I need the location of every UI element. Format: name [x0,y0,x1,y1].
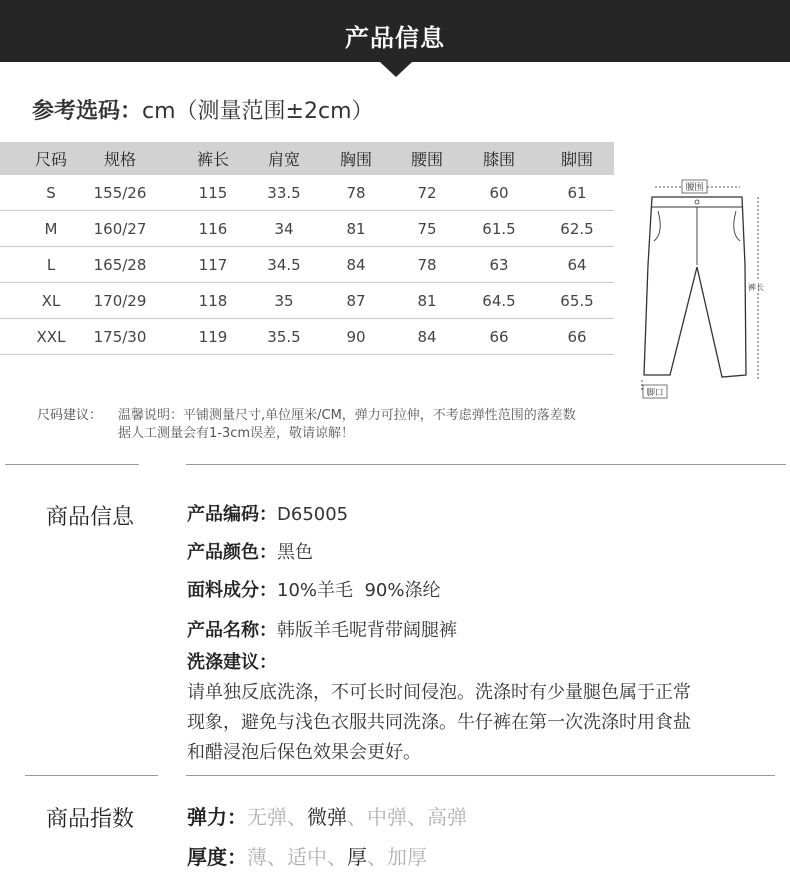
column-header: 裤长 [196,150,229,169]
pants-outline [644,197,746,377]
product-color-label: 产品颜色： [187,542,277,563]
product-color-row [187,538,313,564]
hem-label: 脚口 [646,388,664,398]
elasticity-label: 弹力： [187,805,247,829]
table-cell: 65.5 [560,291,594,310]
waist-label: 腰围 [685,183,704,193]
size-table [0,142,614,355]
thickness-option: 加厚 [387,845,427,869]
product-code-label: 产品编码： [187,504,277,525]
thickness-row [187,841,427,870]
table-cell: 84 [417,327,437,346]
thickness-label: 厚度： [187,845,247,869]
table-cell: 61 [567,183,587,202]
elasticity-row [187,801,467,830]
table-cell: 78 [417,255,437,274]
separator: 、 [287,805,307,829]
table-cell: M [44,219,58,238]
divider-right [186,464,786,465]
table-row [0,247,614,283]
product-name-label: 产品名称： [187,620,277,641]
divider-left [25,775,158,776]
divider-left [5,464,139,465]
table-cell: 116 [198,219,228,238]
thickness-option: 适中 [287,845,327,869]
table-cell: 87 [346,291,366,310]
product-code-row [187,500,348,526]
wash-advice-row [187,648,277,674]
table-cell: XXL [36,327,66,346]
table-cell: 35.5 [267,327,301,346]
separator: 、 [407,805,427,829]
product-code-value: D65005 [277,504,349,525]
product-fabric-value: 10%羊毛 90%涤纶 [277,580,441,601]
table-row [0,211,614,247]
product-fabric-label: 面料成分： [187,580,277,601]
table-cell: 72 [417,183,437,202]
table-cell: XL [41,291,61,310]
separator: 、 [347,805,367,829]
thickness-option: 薄 [247,845,267,869]
product-fabric-row [187,576,440,602]
table-cell: 63 [489,255,509,274]
table-cell: 78 [346,183,366,202]
product-name-row [187,616,457,642]
table-cell: 155/26 [93,183,147,202]
table-cell: 117 [198,255,228,274]
table-row [0,319,614,355]
column-header: 肩宽 [267,150,300,169]
size-tip-label: 尺码建议： [37,408,103,423]
table-cell: 66 [489,327,509,346]
elasticity-option: 高弹 [427,805,467,829]
page-title: 产品信息 [345,24,445,52]
divider-right [186,775,775,776]
thickness-option: 厚 [347,845,367,869]
table-cell: 61.5 [482,219,516,238]
thickness-options [247,845,427,869]
column-header: 规格 [103,150,136,169]
table-row [0,283,614,319]
column-header: 腰围 [410,150,443,169]
table-cell: 118 [198,291,228,310]
length-label: 裤长 [748,283,764,292]
table-cell: 160/27 [93,219,147,238]
size-reference-unit: cm（测量范围±2cm） [142,99,374,124]
size-table-header [0,142,614,175]
elasticity-option: 无弹 [247,805,287,829]
product-name-value: 韩版羊毛呢背带阔腿裤 [277,620,457,641]
table-cell: 64.5 [482,291,516,310]
table-cell: 81 [417,291,437,310]
column-header: 脚围 [560,150,593,169]
table-cell: 64 [567,255,587,274]
table-cell: L [46,255,56,274]
column-header: 膝围 [482,150,515,169]
table-cell: S [46,183,56,202]
size-reference-label: 参考选码： [32,99,143,124]
product-color-value: 黑色 [277,542,313,563]
product-index-title: 商品指数 [46,807,135,832]
separator: 、 [367,845,387,869]
table-row [0,175,614,211]
table-cell: 90 [346,327,366,346]
wash-advice-text: 和醋浸泡后保色效果会更好。 [187,742,421,763]
column-header: 胸围 [339,150,372,169]
table-cell: 81 [346,219,366,238]
pants-measurement-diagram [630,175,765,405]
product-info-title: 商品信息 [46,505,135,530]
size-reference-title [32,94,374,125]
table-cell: 60 [489,183,509,202]
table-cell: 62.5 [560,219,594,238]
size-tip-text: 据人工测量会有1-3cm误差，敬请谅解！ [118,426,355,441]
table-cell: 170/29 [93,291,147,310]
header-notch [380,62,412,77]
table-cell: 34 [274,219,294,238]
column-header: 尺码 [34,150,67,169]
wash-advice-text: 请单独反底洗涤，不可长时间侵泡。洗涤时有少量腿色属于正常 [187,682,691,703]
table-cell: 165/28 [93,255,147,274]
table-cell: 34.5 [267,255,301,274]
elasticity-options [247,805,467,829]
table-cell: 175/30 [93,327,147,346]
size-tip-text: 温馨说明：平铺测量尺寸,单位厘米/CM，弹力可拉伸，不考虑弹性范围的落差数 [118,408,576,423]
wash-advice-text: 现象，避免与浅色衣服共同洗涤。牛仔裤在第一次洗涤时用食盐 [187,712,691,733]
wash-advice-label: 洗涤建议： [187,652,277,673]
separator: 、 [327,845,347,869]
table-cell: 84 [346,255,366,274]
elasticity-option: 微弹 [307,805,347,829]
table-cell: 33.5 [267,183,301,202]
table-cell: 75 [417,219,437,238]
size-table-body [0,175,614,355]
table-cell: 66 [567,327,587,346]
table-cell: 119 [198,327,228,346]
separator: 、 [267,845,287,869]
elasticity-option: 中弹 [367,805,407,829]
table-cell: 35 [274,291,294,310]
table-cell: 115 [198,183,228,202]
